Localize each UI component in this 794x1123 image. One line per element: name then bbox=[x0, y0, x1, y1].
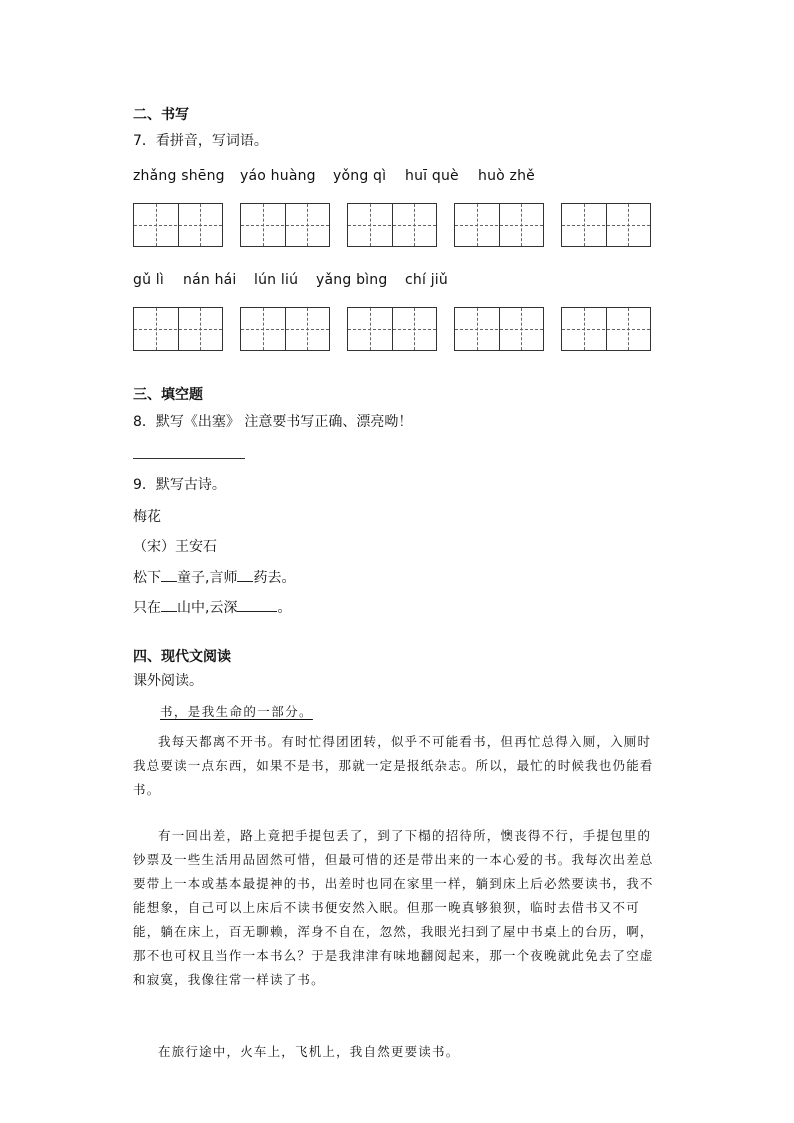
paragraph-3: 在旅行途中，火车上，飞机上，我自然更要读书。 bbox=[158, 1044, 460, 1059]
pinyin-6: gǔ lì bbox=[133, 272, 164, 288]
poem-line-2-part-c: 。 bbox=[277, 600, 292, 616]
blank[interactable] bbox=[237, 569, 253, 582]
section-heading-fill-blank: 三、填空题 bbox=[133, 387, 203, 403]
poem-line-1-part-a: 松下 bbox=[133, 570, 161, 586]
writing-grid[interactable] bbox=[133, 307, 223, 351]
pinyin-7: nán hái bbox=[183, 272, 237, 288]
pinyin-1: zhǎng shēng bbox=[133, 168, 225, 184]
poem-line-1-part-b: 童子,言师 bbox=[177, 570, 238, 586]
writing-grid[interactable] bbox=[561, 307, 651, 351]
section-heading-writing: 二、书写 bbox=[133, 107, 189, 123]
writing-grid[interactable] bbox=[240, 307, 330, 351]
reading-intro: 课外阅读。 bbox=[133, 673, 203, 689]
writing-grid[interactable] bbox=[133, 203, 223, 247]
question-8: 8．默写《出塞》 注意要书写正确、漂亮呦！ bbox=[133, 414, 413, 430]
answer-line[interactable] bbox=[133, 458, 245, 459]
poem-line-2 bbox=[133, 597, 291, 617]
poem-line-1 bbox=[133, 567, 295, 587]
pinyin-2: yáo huàng bbox=[240, 168, 316, 184]
pinyin-5: huò zhě bbox=[478, 168, 535, 184]
writing-grid[interactable] bbox=[454, 203, 544, 247]
pinyin-4: huī què bbox=[405, 168, 459, 184]
poem-line-2-part-b: 山中,云深 bbox=[177, 600, 238, 616]
question-9: 9．默写古诗。 bbox=[133, 477, 226, 493]
pinyin-10: chí jiǔ bbox=[405, 272, 448, 288]
poem-line-2-part-a: 只在 bbox=[133, 600, 161, 616]
blank[interactable] bbox=[237, 599, 277, 612]
section-heading-reading: 四、现代文阅读 bbox=[133, 649, 231, 665]
pinyin-3: yǒng qì bbox=[333, 168, 387, 184]
paragraph-2: 有一回出差，路上竟把手提包丢了，到了下榻的招待所，懊丧得不行，手提包里的钞票及一些生活用品固然可惜，但最可惜的还是带出来的一本心爱的书。我每次出差总要带上一本或基本最提神的书，出差时也同在家里一样，躺到床上后必然要读书，我不能想象，自己可以上床后不读书便安然入眠。但那一晚真够狼狈，临时去借书又不可能，躺在床上，百无聊赖，浑身不自在，忽然，我眼光扫到了屋中书桌上的台历，啊，那不也可权且当作一本书么？于是我津津有味地翻阅起来，那一个夜晚就此免去了空虚和寂寞，我像往常一样读了书。 bbox=[133, 828, 654, 987]
pinyin-9: yǎng bìng bbox=[316, 272, 388, 288]
writing-grid[interactable] bbox=[347, 203, 437, 247]
writing-grid[interactable] bbox=[561, 203, 651, 247]
reading-title: 书，是我生命的一部分。 bbox=[160, 704, 313, 719]
writing-grid[interactable] bbox=[454, 307, 544, 351]
pinyin-8: lún liú bbox=[254, 272, 299, 288]
writing-grid[interactable] bbox=[240, 203, 330, 247]
blank[interactable] bbox=[161, 599, 177, 612]
question-7: 7．看拼音，写词语。 bbox=[133, 133, 268, 149]
poem-title: 梅花 bbox=[133, 509, 161, 525]
writing-grid[interactable] bbox=[347, 307, 437, 351]
poem-line-1-part-c: 药去。 bbox=[253, 570, 296, 586]
paragraph-1: 我每天都离不开书。有时忙得团团转，似乎不可能看书，但再忙总得入厕，入厕时我总要读一点东西，如果不是书，那就一定是报纸杂志。所以，最忙的时候我也仍能看书。 bbox=[133, 734, 654, 797]
blank[interactable] bbox=[161, 569, 177, 582]
poem-author: （宋）王安石 bbox=[133, 539, 217, 555]
